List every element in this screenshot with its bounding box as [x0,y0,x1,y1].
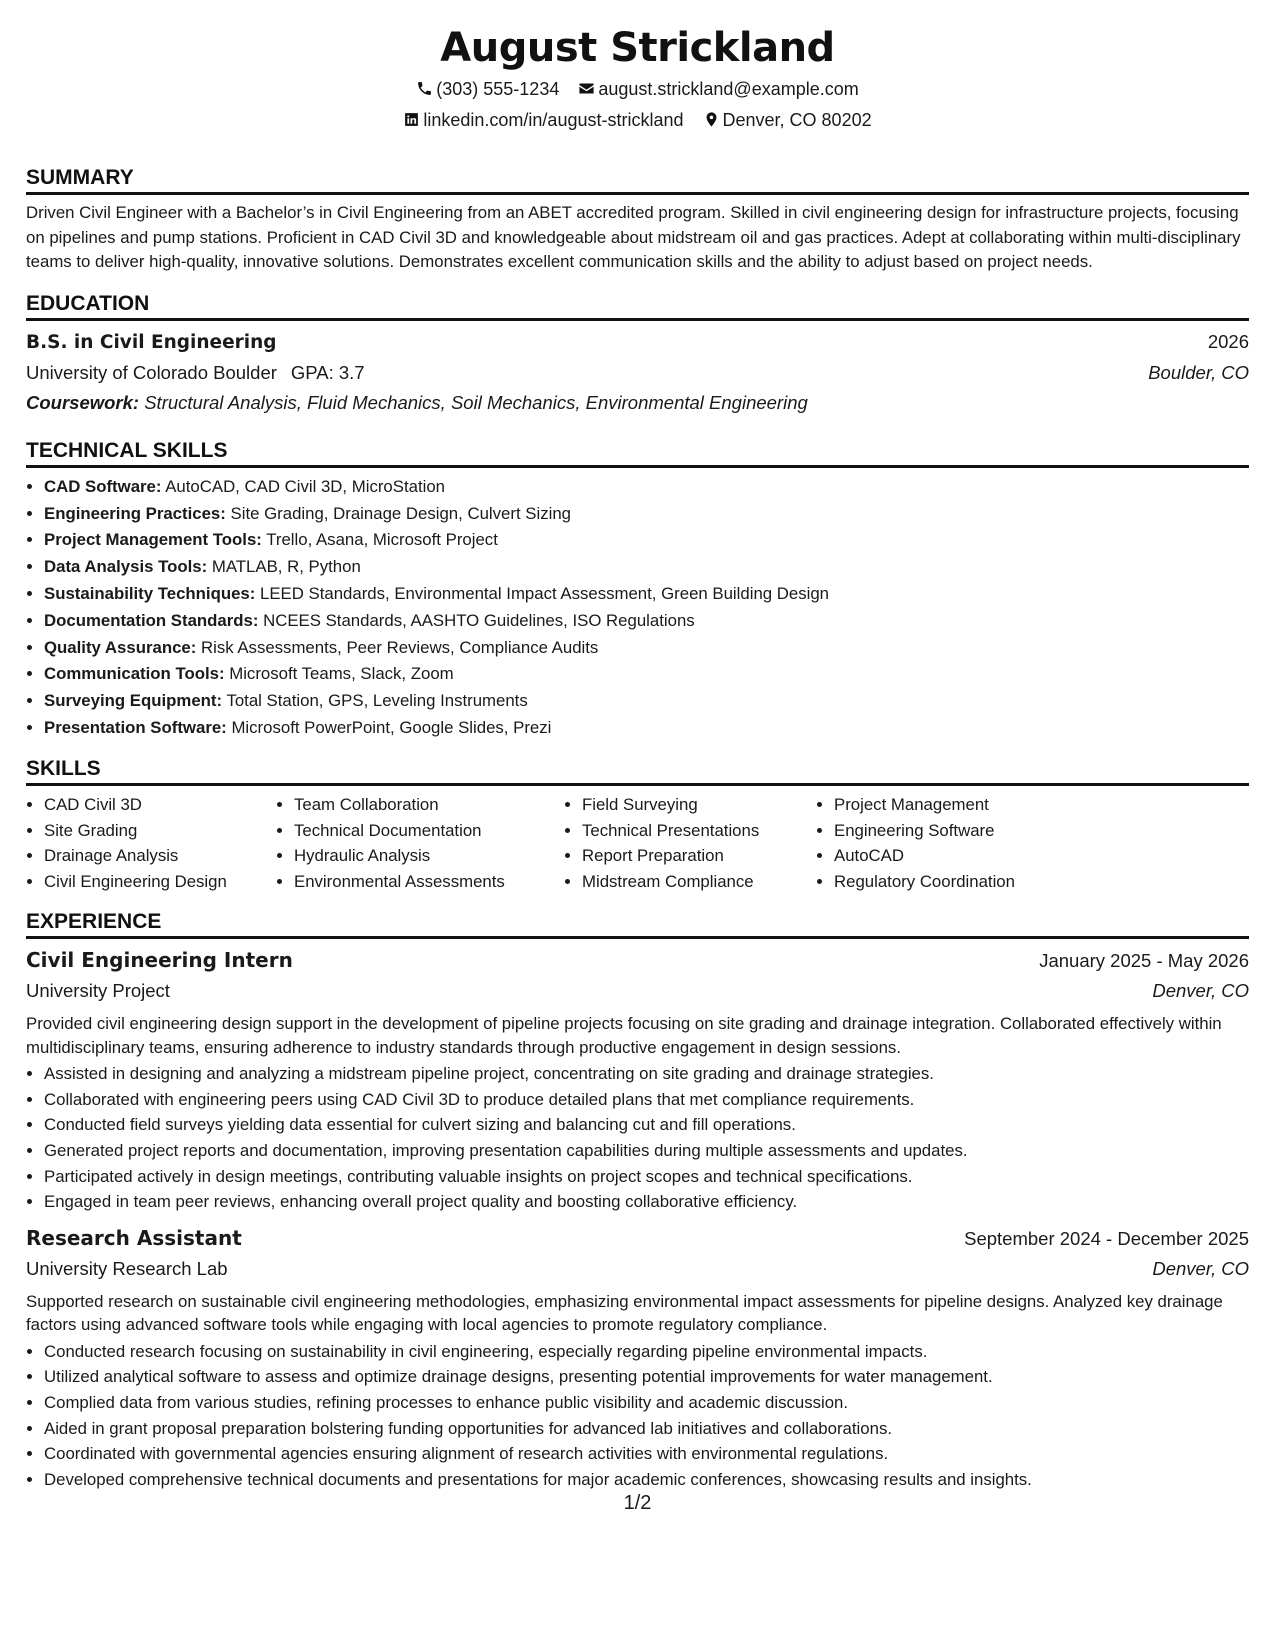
job-header-row [26,1223,1249,1254]
job-location: Denver, CO [1152,1257,1249,1279]
job-role: Civil Engineering Intern [26,947,293,972]
list-item: • Assisted in designing and analyzing a midstream pipeline project, concentrating on site grading and drainage strategies. [44,1061,1249,1087]
contact-email[interactable] [578,78,858,100]
list-item [44,474,1249,501]
list-item: • Drainage Analysis [44,843,276,869]
list-item: • Technical Presentations [582,818,816,844]
coursework [26,388,1249,418]
list-item: • Civil Engineering Design [44,869,276,895]
list-item: • Complied data from various studies, refining processes to enhance public visibility and academic discussion. [44,1390,1249,1416]
list-item: • Conducted field surveys yielding data essential for culvert sizing and balancing cut and fill operations. [44,1112,1249,1138]
skills-grid [26,792,1249,895]
job-org: University Project [26,979,170,1001]
list-item: • Hydraulic Analysis [294,843,564,869]
skills-column [26,792,276,895]
job-header-row [26,945,1249,976]
job-description: Provided civil engineering design support in the development of pipeline projects focusing on site grading and drainage integration. Collaborated effectively within multidisciplinary teams, ensuring adherence to industry standards through productive engagement in design sessions. [26,1013,1222,1057]
education-school-row [26,358,1249,388]
candidate-name: August Strickland [440,25,835,71]
linkedin-icon [403,111,420,128]
list-item: • Conducted research focusing on sustainability in civil engineering, especially regarding pipeline environmental impacts. [44,1339,1249,1365]
list-item: • Team Collaboration [294,792,564,818]
degree: B.S. in Civil Engineering [26,331,277,353]
list-item [44,608,1249,635]
linkedin-text: linkedin.com/in/august-strickland [423,110,684,130]
list-item: • Engaged in team peer reviews, enhancing overall project quality and boosting collaborative efficiency. [44,1189,1249,1215]
contact-linkedin[interactable] [403,109,683,131]
graduation-year: 2026 [1207,330,1249,352]
job-org-row [26,976,1249,1006]
contact-location [703,109,872,131]
skill-value: Site Grading, Drainage Design, Culvert Sizing [230,503,571,523]
list-item [44,635,1249,662]
job-location: Denver, CO [1152,979,1249,1001]
job-entry [26,1223,1249,1493]
resume-page [26,0,1249,1650]
list-item: • Coordinated with governmental agencies ensuring alignment of research activities with environmental regulations. [44,1441,1249,1467]
job-bullets [26,1339,1249,1493]
list-item: • Report Preparation [582,843,816,869]
list-item: • Technical Documentation [294,818,564,844]
job-entry [26,945,1249,1215]
school-name: University of Colorado Boulder [26,361,277,383]
list-item: • Utilized analytical software to assess and optimize drainage designs, presenting potential improvements for water management. [44,1364,1249,1390]
map-pin-icon [703,111,720,128]
section-title-summary: SUMMARY [26,165,1249,195]
section-title-experience: EXPERIENCE [26,909,1249,939]
education-header-row [26,327,1249,358]
list-item: • Generated project reports and documentation, improving presentation capabilities during multiple assessments and updates. [44,1138,1249,1164]
list-item: • Environmental Assessments [294,869,564,895]
location-text: Denver, CO 80202 [722,110,872,130]
skill-label: Data Analysis Tools: [44,557,208,577]
list-item [44,715,1249,742]
page-number: 1/2 [623,1492,652,1514]
skill-value: AutoCAD, CAD Civil 3D, MicroStation [165,476,446,496]
gpa: GPA: 3.7 [290,361,365,383]
skill-value: Trello, Asana, Microsoft Project [266,530,498,550]
skill-value: LEED Standards, Environmental Impact Assessment, Green Building Design [260,583,830,603]
email-text: august.strickland@example.com [598,79,859,99]
skill-value: Risk Assessments, Peer Reviews, Compliance Audits [201,637,599,657]
list-item: • Collaborated with engineering peers using CAD Civil 3D to produce detailed plans that met compliance requirements. [44,1087,1249,1113]
list-item [44,688,1249,715]
skill-value: Total Station, GPS, Leveling Instruments [226,691,528,711]
skill-label: Quality Assurance: [44,637,197,657]
school-location: Boulder, CO [1148,361,1249,383]
summary-text: Driven Civil Engineer with a Bachelor’s in Civil Engineering from an ABET accredited program. Skilled in civil engineering design for infrastructure projects, focusing on pipelines and pump stations. Proficient in CAD Civil 3D and knowledgeable about midstream oil and gas practices. Adept at collaborating within multi-disciplinary teams to deliver high-quality, innovative solutions. Demonstrates excellent communication skills and the ability to adjust based on project needs. [26,203,1241,272]
phone-icon [416,80,433,97]
skill-label: Sustainability Techniques: [44,583,256,603]
contact-phone[interactable] [416,78,559,100]
technical-skills-list [26,474,1249,742]
job-role: Research Assistant [26,1225,242,1250]
school-line [26,358,365,388]
job-dates: January 2025 - May 2026 [1039,949,1249,971]
job-description: Supported research on sustainable civil engineering methodologies, emphasizing environmental impact assessments for pipeline designs. Analyzed key drainage factors using advanced software tools while engaging with local agencies to promote regulatory compliance. [26,1291,1223,1335]
skill-label: Surveying Equipment: [44,691,223,711]
job-dates: September 2024 - December 2025 [964,1227,1249,1249]
list-item: • Field Surveying [582,792,816,818]
list-item: • Engineering Software [834,818,1094,844]
list-item: • Regulatory Coordination [834,869,1094,895]
list-item: • Project Management [834,792,1094,818]
list-item: • Developed comprehensive technical documents and presentations for major academic conferences, showcasing results and insights. [44,1467,1249,1493]
skill-label: CAD Software: [44,476,162,496]
skill-value: NCEES Standards, AASHTO Guidelines, ISO Regulations [263,610,695,630]
list-item: • Site Grading [44,818,276,844]
section-title-education: EDUCATION [26,291,1249,321]
job-org: University Research Lab [26,1257,228,1279]
list-item [44,501,1249,528]
skill-label: Engineering Practices: [44,503,226,523]
envelope-icon [578,80,595,97]
section-title-technical-skills: TECHNICAL SKILLS [26,438,1249,468]
list-item: • Participated actively in design meetings, contributing valuable insights on project scopes and technical specifications. [44,1164,1249,1190]
list-item [44,527,1249,554]
skill-label: Communication Tools: [44,664,225,684]
list-item [44,554,1249,581]
list-item [44,581,1249,608]
list-item: • AutoCAD [834,843,1094,869]
skill-label: Documentation Standards: [44,610,259,630]
section-title-skills: SKILLS [26,756,1249,786]
skill-value: Microsoft PowerPoint, Google Slides, Prezi [231,717,552,737]
skills-column [816,792,1094,895]
job-org-row [26,1254,1249,1284]
skills-column [564,792,816,895]
list-item [44,661,1249,688]
coursework-label: Coursework: [26,391,140,413]
skill-label: Project Management Tools: [44,530,262,550]
list-item: • CAD Civil 3D [44,792,276,818]
list-item: • Midstream Compliance [582,869,816,895]
skill-value: MATLAB, R, Python [211,557,361,577]
skills-column [276,792,564,895]
contact-row-primary [26,78,1249,100]
contact-row-secondary [26,109,1249,131]
list-item: • Aided in grant proposal preparation bolstering funding opportunities for advanced lab initiatives and collaborations. [44,1416,1249,1442]
skill-label: Presentation Software: [44,717,227,737]
job-bullets [26,1061,1249,1215]
phone-text: (303) 555-1234 [436,79,560,99]
skill-value: Microsoft Teams, Slack, Zoom [229,664,454,684]
coursework-list: Structural Analysis, Fluid Mechanics, Soil Mechanics, Environmental Engineering [144,391,808,413]
